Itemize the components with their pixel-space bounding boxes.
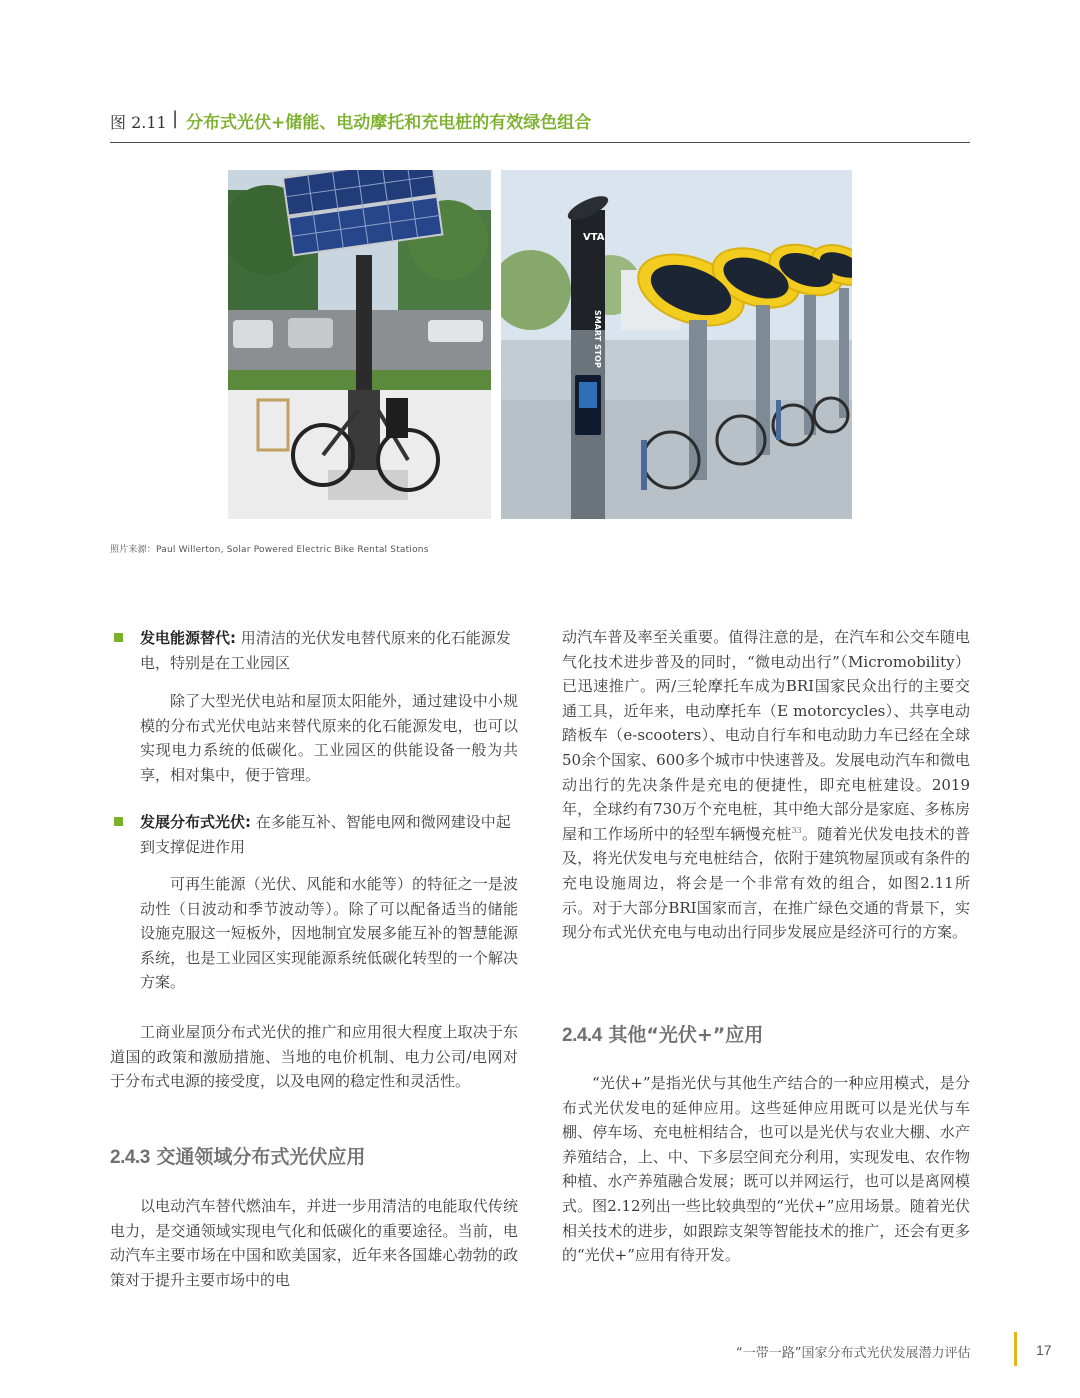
bullet-body: 在多能互补、智能电网和微网建设中起到支撑促进作用 (140, 813, 511, 856)
bullet-square-icon (114, 817, 123, 826)
figure-number: 图 2.11 (110, 113, 167, 132)
photo-smart-stop-solar-bikes (501, 170, 852, 519)
section-heading-2-4-4 (562, 1020, 763, 1047)
bullet-text (140, 626, 520, 675)
bullet-square-icon (114, 633, 123, 642)
section-number: 2.4.3 (110, 1147, 150, 1168)
page-number: 17 (1036, 1342, 1052, 1358)
smart-stop-sign-text: SMART STOP (593, 310, 602, 368)
smart-stop-illustration (501, 170, 852, 519)
paragraph-distributed-pv-substitution: 除了大型光伏电站和屋顶太阳能外，通过建设中小规模的分布式光伏电站来替代原来的化石能源发电，也可以实现电力系统的低碳化。工业园区的供能设备一般为共享，相对集中，便于管理。 (140, 692, 518, 784)
footnote-ref[interactable]: 33 (791, 825, 802, 835)
paragraph-micromobility-text-b: 。随着光伏发电技术的普及，将光伏发电与充电桩结合，依附于建筑物屋顶或有条件的充电设施周边，将会是一个非常有效的组合，如图2.11所示。对于大部分BRI国家而言，在推广绿色交通的背景下，实现分布式光伏充电与电动出行同步发展应是经济可行的方案。 (562, 824, 970, 942)
paragraph-micromobility-text-a: 动汽车普及率至关重要。值得注意的是，在汽车和公交车随电气化技术进步普及的同时，“微电动出行”（Micromobility）已迅速推广。两/三轮摩托车成为BRI国家民众出行的主要交通工具，近年来，电动摩托车（E motorcycles）、共享电动踏板车（e-scooters）、电动自行车和电动助力车已经在全球50余个国家、600多个城市中快速普及。发展电动汽车和微电动出行的先决条件是充电的便捷性，即充电桩建设。2019年，全球约有730万个充电桩，其中绝大部分是家庭、多栋房屋和工作场所中的轻型车辆慢充桩 (562, 628, 970, 843)
vta-logo-text: VTA (583, 232, 605, 243)
footer-report-title: “一带一路”国家分布式光伏发展潜力评估 (736, 1346, 971, 1361)
figure-header (110, 108, 970, 143)
section-number: 2.4.4 (562, 1025, 602, 1046)
section-title: 交通领域分布式光伏应用 (149, 1146, 366, 1168)
figure-title: 分布式光伏+储能、电动摩托和充电桩的有效绿色组合 (186, 113, 592, 133)
paragraph-renewable-volatility: 可再生能源（光伏、风能和水能等）的特征之一是波动性（日波动和季节波动等）。除了可以配备适当的储能设施克服这一短板外，因地制宜发展多能互补的智慧能源系统，也是工业园区实现能源系统低碳化转型的一个解决方案。 (140, 875, 518, 992)
paragraph-micromobility (562, 625, 970, 945)
bullet-heading: 发展分布式光伏: (140, 813, 251, 831)
paragraph-transport-electrification: 以电动汽车替代燃油车，并进一步用清洁的电能取代传统电力，是交通领域实现电气化和低碳化的重要途径。当前，电动汽车主要市场在中国和欧美国家，近年来各国雄心勃勃的政策对于提升主要市场中的电 (110, 1197, 518, 1289)
paragraph-commercial-rooftop-pv: 工商业屋顶分布式光伏的推广和应用很大程度上取决于东道国的政策和激励措施、当地的电价机制、电力公司/电网对于分布式电源的接受度，以及电网的稳定性和灵活性。 (110, 1023, 518, 1091)
footer-divider-bar (1014, 1332, 1017, 1366)
section-heading-2-4-3 (110, 1142, 365, 1169)
solar-bike-station-illustration (228, 170, 491, 519)
photo-solar-bike-station (228, 170, 491, 519)
bullet-body: 用清洁的光伏发电替代原来的化石能源发电，特别是在工业园区 (140, 629, 511, 672)
photo-credit: 照片来源：Paul Willerton, Solar Powered Electric Bike Rental Stations (110, 545, 429, 555)
section-title: 其他“光伏+”应用 (601, 1024, 764, 1046)
paragraph-pv-plus-applications: “光伏+”是指光伏与其他生产结合的一种应用模式，是分布式光伏发电的延伸应用。这些延伸应用既可以是光伏与车棚、停车场、充电桩相结合，也可以是光伏与农业大棚、水产养殖结合，上、中、下多层空间充分利用，实现发电、农作物种植、水产养殖融合发展；既可以并网运行，也可以是离网模式。图2.12列出一些比较典型的“光伏+”应用场景。随着光伏相关技术的进步，如跟踪支架等智能技术的推广，还会有更多的“光伏+”应用有待开发。 (562, 1074, 970, 1265)
figure-separator: | (172, 108, 179, 129)
bullet-text (140, 810, 520, 859)
bullet-heading: 发电能源替代: (140, 629, 236, 647)
